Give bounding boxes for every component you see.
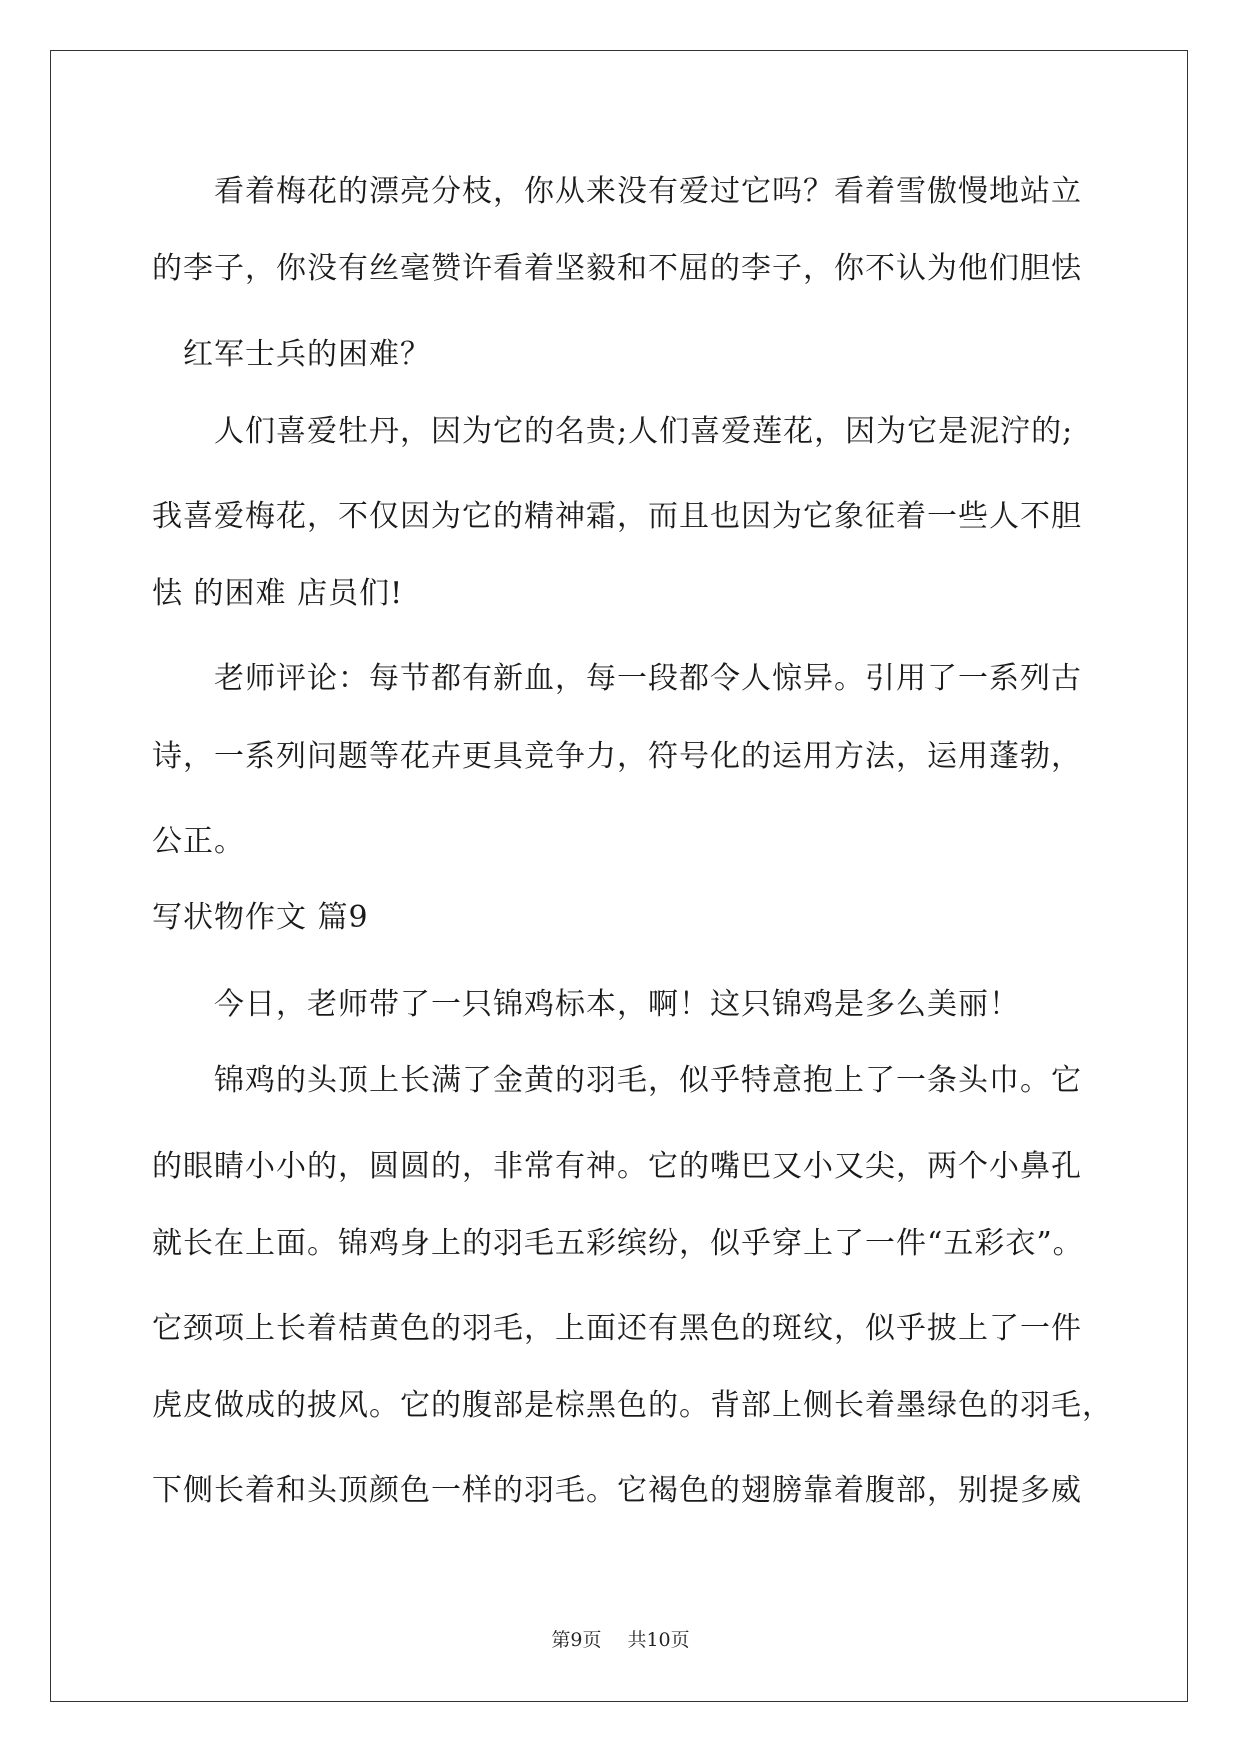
page-frame <box>50 50 1188 1702</box>
text-line: 人们喜爱牡丹，因为它的名贵;人们喜爱莲花，因为它是泥泞的; <box>152 414 1074 449</box>
text-line: 红军士兵的困难？ <box>152 337 431 372</box>
text-line: 虎皮做成的披风。它的腹部是棕黑色的。背部上侧长着墨绿色的羽毛， <box>152 1388 1113 1423</box>
page-footer <box>0 1628 1241 1652</box>
text-line: 看着梅花的漂亮分枝，你从来没有爱过它吗？看着雪傲慢地站立 <box>152 174 1082 209</box>
text-line: 锦鸡的头顶上长满了金黄的羽毛，似乎特意抱上了一条头巾。它 <box>152 1063 1082 1098</box>
text-line: 的李子，你没有丝毫赞许看着坚毅和不屈的李子，你不认为他们胆怯 <box>152 251 1082 286</box>
section-heading: 写状物作文 篇9 <box>152 900 369 935</box>
text-line: 诗，一系列问题等花卉更具竞争力，符号化的运用方法，运用蓬勃， <box>152 739 1082 774</box>
text-line: 我喜爱梅花，不仅因为它的精神霜，而且也因为它象征着一些人不胆 <box>152 499 1082 534</box>
text-line: 就长在上面。锦鸡身上的羽毛五彩缤纷，似乎穿上了一件“五彩衣”。 <box>152 1226 1084 1261</box>
text-line: 的眼睛小小的，圆圆的，非常有神。它的嘴巴又小又尖，两个小鼻孔 <box>152 1149 1082 1184</box>
page-total: 共10页 <box>627 1629 690 1651</box>
page-number: 第9页 <box>551 1629 602 1651</box>
text-line: 公正。 <box>152 824 245 859</box>
text-line: 怯 的困难 店员们! <box>152 576 404 611</box>
text-line: 它颈项上长着桔黄色的羽毛，上面还有黑色的斑纹，似乎披上了一件 <box>152 1311 1082 1346</box>
text-line: 老师评论：每节都有新血，每一段都令人惊异。引用了一系列古 <box>152 661 1082 696</box>
text-line: 今日，老师带了一只锦鸡标本，啊！这只锦鸡是多么美丽！ <box>152 987 1020 1022</box>
text-line: 下侧长着和头顶颜色一样的羽毛。它褐色的翅膀靠着腹部，别提多威 <box>152 1473 1082 1508</box>
